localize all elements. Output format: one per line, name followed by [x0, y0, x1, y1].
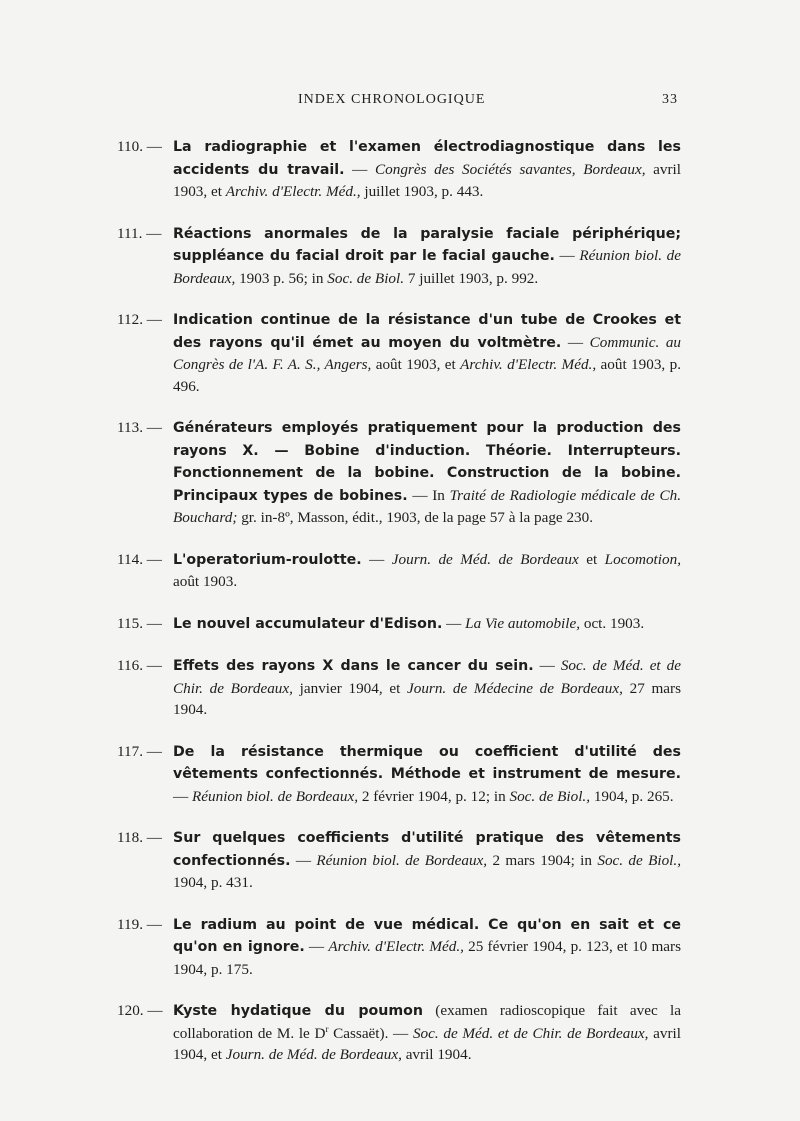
entry-detail: avril 1904.	[401, 1046, 472, 1063]
entry-title: Kyste hydatique du poumon	[173, 1003, 423, 1019]
running-title: INDEX CHRONOLOGIQUE	[298, 92, 486, 107]
entry-source: Locomotion,	[604, 550, 681, 568]
bibliography-list	[117, 136, 681, 1086]
entry-detail: 25 février 1904, p. 123, et 10 mars 1904, p. 175.	[173, 938, 681, 978]
entry-number: 112. —	[117, 311, 162, 328]
entry-title: Indication continue de la résistance d'un tube de Crookes et des rayons qu'il émet au moyen du voltmètre.	[173, 312, 681, 351]
bibliography-entry	[117, 417, 681, 529]
bibliography-entry	[117, 136, 681, 203]
bibliography-entry	[117, 1000, 681, 1066]
entry-detail: —	[344, 160, 376, 178]
bibliography-entry	[117, 827, 681, 894]
entry-text	[173, 136, 681, 203]
entry-detail: août 1903, et	[371, 356, 461, 373]
entry-source: Communic. au Congrès de l'A. F. A. S., Angers,	[173, 333, 682, 373]
bibliography-entry	[117, 613, 681, 636]
entry-number: 116. —	[117, 657, 162, 674]
entry-source: Réunion biol. de Bordeaux,	[191, 787, 359, 805]
entry-title: Le nouvel accumulateur d'Edison.	[173, 615, 443, 632]
entry-source: Soc. de Biol.,	[509, 787, 591, 805]
entry-text	[173, 914, 681, 981]
entry-title: Effets des rayons X dans le cancer du sein.	[173, 658, 534, 674]
entry-source: Traité de Radiologie médicale de Ch. Bouchard;	[173, 486, 681, 526]
entry-source: Archiv. d'Electr. Méd.,	[225, 183, 361, 200]
entry-detail: —	[290, 851, 317, 869]
entry-text	[173, 417, 681, 529]
entry-title: L'operatorium-roulotte.	[173, 551, 362, 568]
entry-detail: —	[304, 938, 329, 955]
entry-detail: —	[533, 657, 561, 674]
entry-detail: — In	[407, 486, 450, 504]
superscript: r	[325, 1023, 329, 1034]
entry-detail: (examen radioscopique fait avec la collaboration de M. le D	[173, 1002, 681, 1042]
entry-source: Journ. de Médecine de Bordeaux,	[406, 679, 623, 697]
entry-detail: août 1903.	[173, 573, 238, 590]
entry-number: 113. —	[117, 419, 162, 436]
bibliography-entry	[117, 549, 681, 593]
running-header	[0, 92, 800, 112]
entry-number: 114. —	[117, 550, 162, 568]
entry-text	[173, 549, 681, 593]
entry-source: Journ. de Méd. de Bordeaux,	[225, 1046, 402, 1063]
entry-title: Réactions anormales de la paralysie faciale périphérique; suppléance du facial droit par le facial gauche.	[173, 225, 681, 264]
entry-detail: 7 juillet 1903, p. 992.	[404, 269, 539, 287]
entry-title: De la résistance thermique ou coefficient d'utilité des vêtements confectionnés. Méthode et instrument de mesure.	[173, 743, 681, 782]
entry-source: Archiv. d'Electr. Méd.,	[328, 938, 464, 955]
entry-source: Congrès des Sociétés savantes, Bordeaux,	[375, 160, 646, 178]
entry-number: 110. —	[117, 138, 162, 155]
entry-detail: 1904, p. 431.	[173, 874, 253, 891]
entry-detail: janvier 1904, et	[292, 679, 407, 697]
entry-title: Le radium au point de vue médical. Ce qu'on en sait et ce qu'on en ignore.	[173, 916, 681, 955]
entry-detail: —	[442, 614, 466, 632]
bibliography-entry	[117, 309, 681, 397]
entry-detail: gr. in-8º, Masson, édit., 1903, de la page 57 à la page 230.	[237, 509, 594, 526]
entry-detail: Cassaët). —	[328, 1024, 413, 1042]
entry-title: Sur quelques coefficients d'utilité pratique des vêtements confectionnés.	[173, 830, 681, 869]
bibliography-entry	[117, 655, 681, 721]
entry-detail: —	[554, 247, 580, 264]
bibliography-entry	[117, 223, 681, 290]
entry-number: 119. —	[117, 915, 162, 933]
entry-detail: —	[561, 333, 590, 351]
entry-source: Soc. de Méd. et de Chir. de Bordeaux,	[412, 1024, 649, 1042]
entry-detail: et	[578, 550, 605, 568]
entry-text	[173, 223, 681, 290]
entry-source: Journ. de Méd. de Bordeaux	[391, 550, 579, 568]
entry-source: La Vie automobile,	[465, 614, 581, 632]
entry-detail: juillet 1903, p. 443.	[360, 183, 484, 200]
entry-number: 120. —	[117, 1002, 163, 1019]
entry-source: Archiv. d'Electr. Méd.,	[460, 356, 597, 373]
entry-text	[173, 827, 681, 894]
entry-detail: 2 mars 1904; in	[487, 851, 598, 869]
entry-detail: avril 1903, et	[173, 160, 681, 200]
entry-source: Soc. de Biol.,	[597, 851, 681, 869]
entry-source: Réunion biol. de Bordeaux,	[173, 247, 682, 287]
entry-detail: 1904, p. 265.	[590, 787, 674, 805]
entry-number: 118. —	[117, 829, 162, 846]
entry-detail: 1903 p. 56; in	[235, 269, 328, 287]
entry-number: 117. —	[117, 742, 162, 760]
entry-source: Soc. de Méd. et de Chir. de Bordeaux,	[173, 657, 681, 697]
entry-text	[173, 309, 681, 397]
entry-number: 115. —	[117, 614, 162, 632]
entry-text	[173, 655, 681, 721]
bibliography-entry	[117, 914, 681, 981]
entry-source: Réunion biol. de Bordeaux,	[316, 851, 488, 869]
entry-text	[173, 1000, 681, 1066]
entry-detail: avril 1904, et	[173, 1024, 681, 1063]
entry-title: Générateurs employés pratiquement pour la production des rayons X. — Bobine d'induction. Théorie. Interrupteurs. Fonctionnement de la bobine. Construction de la bobine. Principaux types de bobines.	[173, 420, 681, 504]
entry-text	[173, 613, 681, 636]
entry-source: Soc. de Biol.	[327, 269, 405, 287]
entry-detail: —	[361, 550, 392, 568]
bibliography-entry	[117, 741, 681, 808]
entry-detail: oct. 1903.	[580, 614, 645, 632]
entry-detail: —	[173, 787, 192, 805]
entry-title: La radiographie et l'examen électrodiagnostique dans les accidents du travail.	[173, 139, 681, 178]
entry-detail: 27 mars 1904.	[173, 679, 681, 718]
entry-detail: 2 février 1904, p. 12; in	[358, 787, 510, 805]
entry-detail: août 1903, p. 496.	[173, 356, 682, 395]
entry-text	[173, 741, 681, 808]
entry-number: 111. —	[117, 224, 162, 242]
page-number: 33	[662, 92, 678, 107]
